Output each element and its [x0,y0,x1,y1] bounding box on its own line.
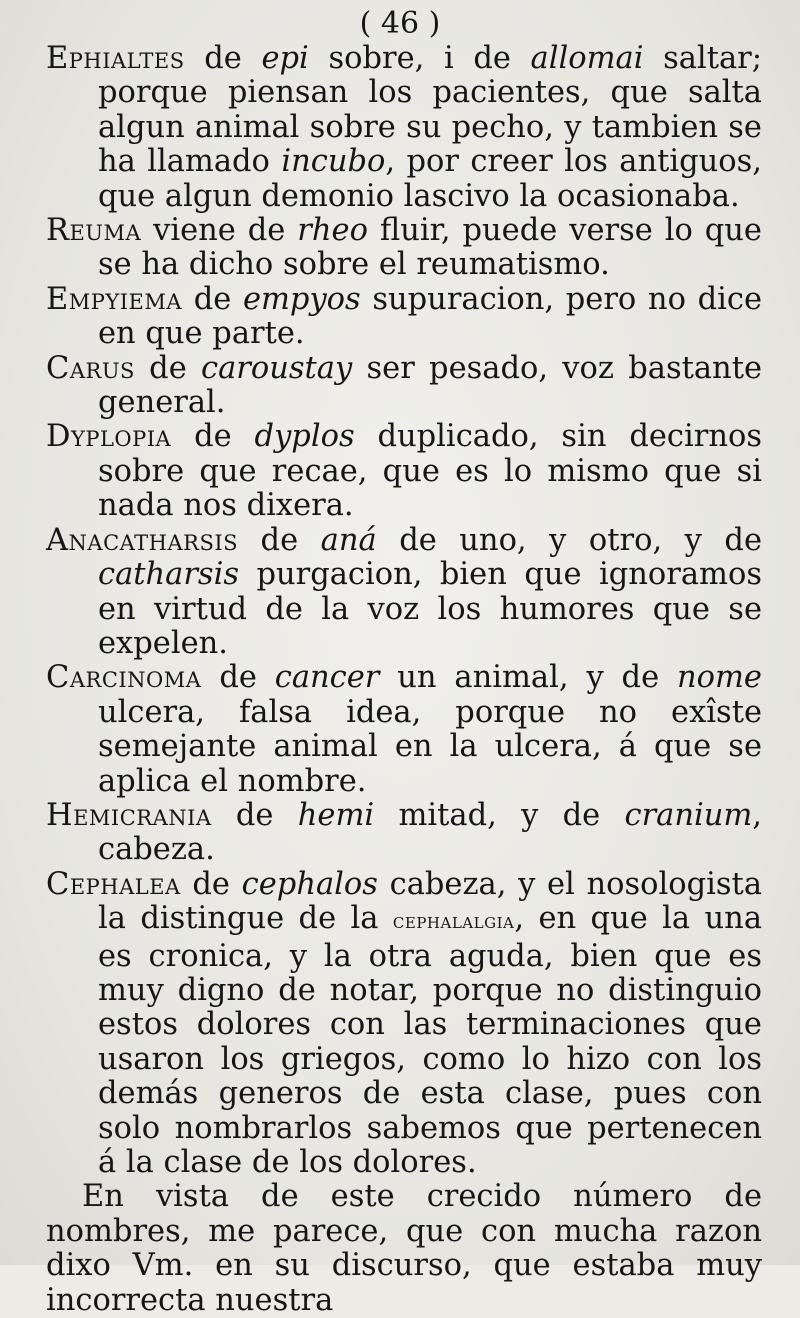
entry-term: Dyplopia [46,419,172,455]
entry-term: Cephalea [46,866,181,902]
entry-empyiema: Empyiema de empyos supuracion, pero no dice en que parte. [46,281,763,352]
entry-term: Empyiema [46,281,183,317]
page-number: ( 46 ) [359,6,441,41]
entry-reuma: Reuma viene de rheo fluir, puede verse lo que se ha dicho sobre el reumatismo. [46,213,762,283]
inline-term: cephalalgia [392,909,515,935]
closing-paragraph: En vista de este crecido número de nombres, me parece, que con mucha razon dixo Vm. en su discurso, que estaba muy incorrecta nuestra [46,1179,762,1318]
entry-carcinoma: Carcinoma de cancer un animal, y de nome ulcera, falsa idea, porque no exîste semejante animal en la ulcera, á que se aplica el nombre. [46,660,762,799]
page-text [46,42,762,1318]
entry-carus: Carus de caroustay ser pesado, voz bastante general. [46,350,762,421]
entry-dyplopia: Dyplopia de dyplos duplicado, sin decirnos sobre que recae, que es lo mismo que si nada nos dixera. [46,419,762,524]
entry-ephialtes: Ephialtes de epi sobre, i de allomai saltar; porque piensan los pacientes, que salta algun animal sobre su pecho, y tambien se ha llamado incubo, por creer los antiguos, que algun demonio lascivo la ocasionaba. [46,41,762,214]
entry-anacatharsis: Anacatharsis de aná de uno, y otro, y de catharsis purgacion, bien que ignoramos en virtud de la voz los humores que se expelen. [46,522,762,661]
entry-cephalea: Cephalea de cephalos cabeza, y el nosologista la distingue de la cephalalgia, en que la una es cronica, y la otra aguda, bien que es muy digno de notar, porque no distinguio estos dolores con las terminaciones que usaron los griegos, como lo hizo con los demás generos de esta clase, pues con solo nombrarlos sabemos que pertenecen á la clase de los dolores. [46,866,762,1180]
entry-term: Hemicrania [46,797,212,833]
entry-hemicrania: Hemicrania de hemi mitad, y de cranium, cabeza. [46,797,762,868]
entry-term: Carus [46,350,135,386]
entry-term: Ephialtes [46,41,185,76]
entry-term: Anacatharsis [46,522,239,558]
entry-term: Reuma [46,213,142,249]
entry-term: Carcinoma [46,660,202,696]
